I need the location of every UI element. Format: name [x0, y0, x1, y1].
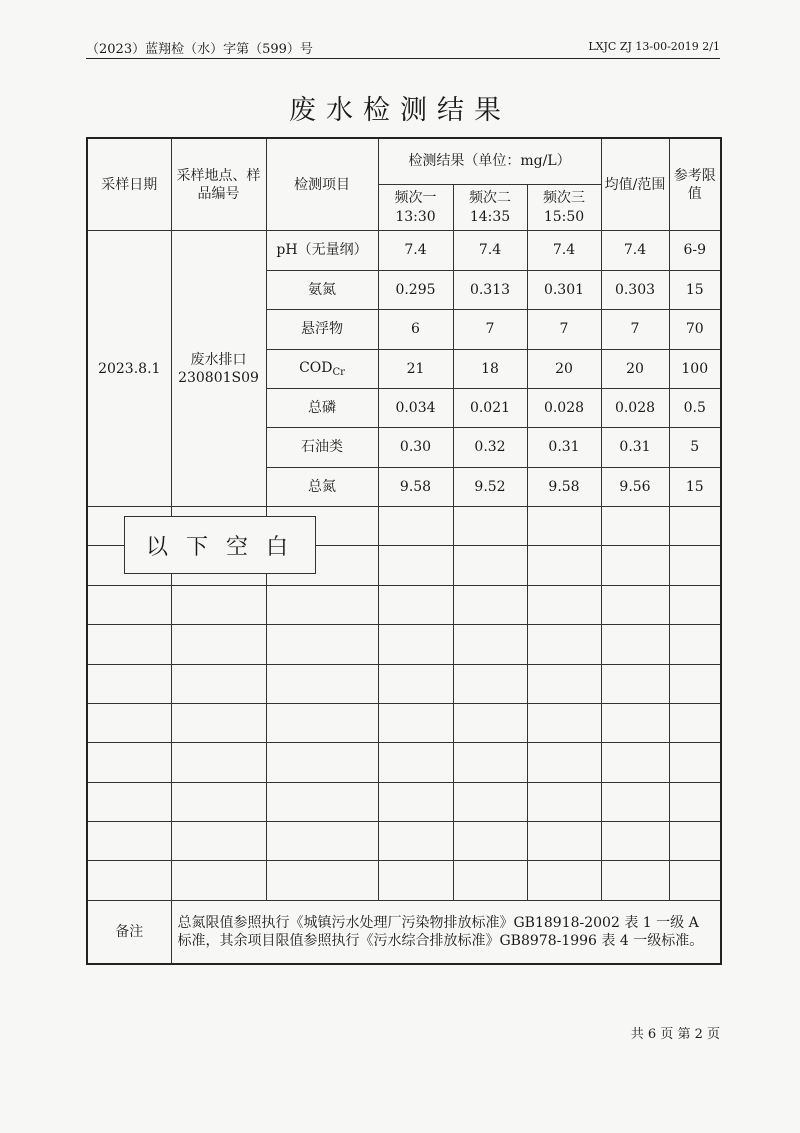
value-freq3: 9.58 [527, 467, 601, 506]
value-mean: 0.31 [601, 428, 669, 467]
blank-below-stamp: 以下空白 [124, 516, 316, 574]
value-ref: 5 [669, 428, 721, 467]
value-mean: 9.56 [601, 467, 669, 506]
value-freq1: 0.034 [378, 388, 453, 427]
value-freq3: 20 [527, 349, 601, 388]
value-mean: 0.303 [601, 270, 669, 309]
value-freq2: 7 [453, 310, 527, 349]
value-freq3: 0.301 [527, 270, 601, 309]
item-name-main: COD [299, 359, 333, 376]
value-freq2: 0.32 [453, 428, 527, 467]
sample-location [171, 231, 266, 507]
page-title: 废水检测结果 [289, 95, 511, 126]
value-freq1: 0.295 [378, 270, 453, 309]
notes-label: 备注 [87, 900, 171, 964]
form-code: LXJC ZJ 13-00-2019 2/1 [588, 40, 720, 53]
value-mean: 7.4 [601, 231, 669, 270]
value-ref: 15 [669, 270, 721, 309]
blank-row [87, 861, 721, 900]
item-name: 悬浮物 [266, 310, 378, 349]
value-freq1: 6 [378, 310, 453, 349]
value-freq1: 9.58 [378, 467, 453, 506]
notes-text: 总氮限值参照执行《城镇污水处理厂污染物排放标准》GB18918-2002 表 1 一级 A 标准，其余项目限值参照执行《污水综合排放标准》GB8978-1996 表 4 一级标准。 [171, 900, 721, 964]
item-name-subscript: Cr [332, 366, 345, 378]
sample-id: 230801S09 [178, 369, 259, 386]
value-ref: 100 [669, 349, 721, 388]
item-name: 总氮 [266, 467, 378, 506]
value-freq2: 18 [453, 349, 527, 388]
sample-date: 2023.8.1 [87, 231, 171, 507]
header-location: 采样地点、样品编号 [171, 138, 266, 231]
table-row [87, 231, 721, 270]
value-freq3: 7 [527, 310, 601, 349]
value-freq1: 21 [378, 349, 453, 388]
blank-row [87, 625, 721, 664]
blank-row [87, 782, 721, 821]
item-name: 石油类 [266, 428, 378, 467]
header-freq2: 频次二 14:35 [453, 184, 527, 230]
value-freq3: 0.31 [527, 428, 601, 467]
value-ref: 70 [669, 310, 721, 349]
blank-row [87, 822, 721, 861]
value-freq2: 7.4 [453, 231, 527, 270]
value-freq3: 0.028 [527, 388, 601, 427]
value-mean: 7 [601, 310, 669, 349]
header-date: 采样日期 [87, 138, 171, 231]
header-item: 检测项目 [266, 138, 378, 231]
value-freq1: 7.4 [378, 231, 453, 270]
notes-row [87, 900, 721, 964]
item-name: pH（无量纲） [266, 231, 378, 270]
blank-row [87, 703, 721, 742]
value-mean: 20 [601, 349, 669, 388]
header-rule [86, 58, 720, 59]
report-number: （2023）蓝翔检（水）字第（599）号 [86, 42, 313, 57]
value-freq2: 0.313 [453, 270, 527, 309]
value-ref: 6-9 [669, 231, 721, 270]
blank-row [87, 585, 721, 624]
item-name: 总磷 [266, 388, 378, 427]
item-name: 氨氮 [266, 270, 378, 309]
value-freq3: 7.4 [527, 231, 601, 270]
value-freq1: 0.30 [378, 428, 453, 467]
header-result-group: 检测结果（单位：mg/L） [378, 138, 601, 184]
value-ref: 15 [669, 467, 721, 506]
header-freq3: 频次三 15:50 [527, 184, 601, 230]
value-mean: 0.028 [601, 388, 669, 427]
blank-row [87, 743, 721, 782]
header-ref: 参考限值 [669, 138, 721, 231]
location-name: 废水排口 [190, 351, 247, 368]
header-freq1: 频次一 13:30 [378, 184, 453, 230]
header-mean: 均值/范围 [601, 138, 669, 231]
blank-row [87, 664, 721, 703]
value-freq2: 0.021 [453, 388, 527, 427]
page-number: 共 6 页 第 2 页 [630, 1027, 720, 1042]
value-ref: 0.5 [669, 388, 721, 427]
item-name [266, 349, 378, 388]
value-freq2: 9.52 [453, 467, 527, 506]
